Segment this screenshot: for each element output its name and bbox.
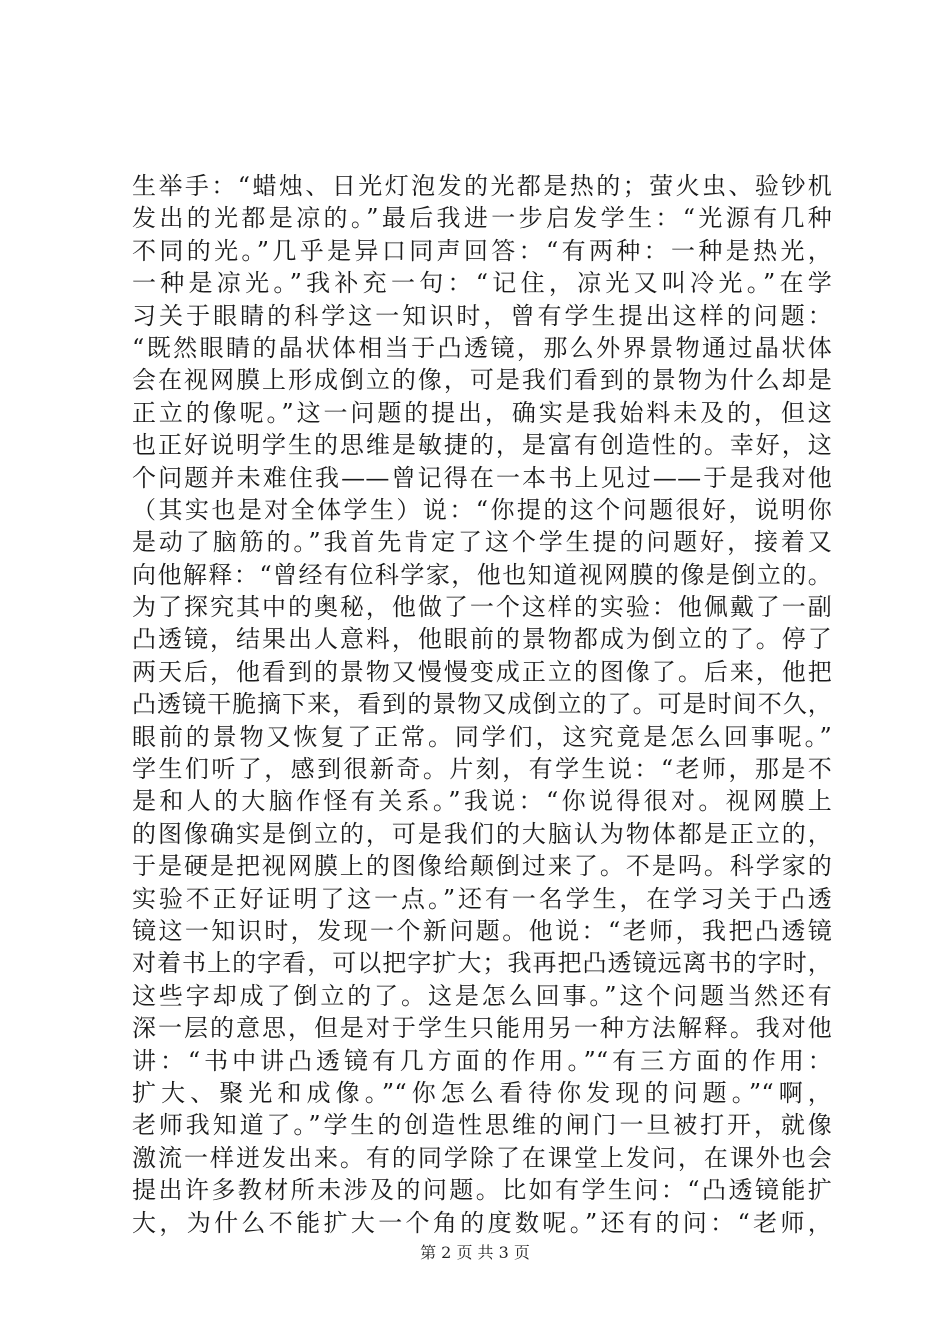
- text-line: 生举手：“蜡烛、日光灯泡发的光都是热的；萤火虫、验钞机: [132, 172, 832, 200]
- text-line: 深一层的意思，但是对于学生只能用另一种方法解释。我对他: [132, 1014, 832, 1043]
- text-line: 为了探究其中的奥秘，他做了一个这样的实验：他佩戴了一副: [132, 593, 832, 622]
- page-footer: 第 2 页 共 3 页: [420, 1243, 530, 1262]
- text-line: 也正好说明学生的思维是敏捷的，是富有创造性的。幸好，这: [132, 431, 832, 460]
- text-line: 于是硬是把视网膜上的图像给颠倒过来了。不是吗。科学家的: [132, 852, 832, 881]
- text-line: 凸透镜干脆摘下来，看到的景物又成倒立的了。可是时间不久，: [132, 690, 832, 719]
- text-line: 个问题并未难住我——曾记得在一本书上见过——于是我对他: [132, 463, 832, 492]
- text-line: 正立的像呢。”这一问题的提出，确实是我始料未及的，但这: [132, 398, 832, 427]
- text-line: 老师我知道了。”学生的创造性思维的闸门一旦被打开，就像: [132, 1111, 832, 1140]
- text-line: （其实也是对全体学生）说：“你提的这个问题很好，说明你: [132, 495, 832, 524]
- text-line: 两天后，他看到的景物又慢慢变成正立的图像了。后来，他把: [132, 657, 832, 686]
- body-text: [132, 170, 832, 1239]
- text-line: 的图像确实是倒立的，可是我们的大脑认为物体都是正立的，: [132, 819, 832, 848]
- text-line: “既然眼睛的晶状体相当于凸透镜，那么外界景物通过晶状体: [132, 333, 832, 362]
- text-line: 扩大、聚光和成像。”“你怎么看待你发现的问题。”“啊，: [132, 1078, 832, 1107]
- text-line: 讲：“书中讲凸透镜有几方面的作用。”“有三方面的作用：: [132, 1046, 832, 1075]
- text-line: 向他解释：“曾经有位科学家，他也知道视网膜的像是倒立的。: [132, 560, 832, 589]
- text-line: 习关于眼睛的科学这一知识时，曾有学生提出这样的问题：: [132, 301, 832, 330]
- text-line: 对着书上的字看，可以把字扩大；我再把凸透镜远离书的字时，: [132, 949, 832, 978]
- text-line: 激流一样迸发出来。有的同学除了在课堂上发问，在课外也会: [132, 1143, 832, 1172]
- text-line: 发出的光都是凉的。”最后我进一步启发学生：“光源有几种: [132, 204, 832, 233]
- text-line: 提出许多教材所未涉及的问题。比如有学生问：“凸透镜能扩: [132, 1176, 832, 1205]
- text-line: 会在视网膜上形成倒立的像，可是我们看到的景物为什么却是: [132, 366, 832, 395]
- text-line: 实验不正好证明了这一点。”还有一名学生，在学习关于凸透: [132, 884, 832, 913]
- text-line: 眼前的景物又恢复了正常。同学们，这究竟是怎么回事呢。”: [132, 722, 832, 751]
- text-line: 这些字却成了倒立的了。这是怎么回事。”这个问题当然还有: [132, 981, 832, 1010]
- text-line: 不同的光。”几乎是异口同声回答：“有两种：一种是热光，: [132, 236, 832, 265]
- text-line: 学生们听了，感到很新奇。片刻，有学生说：“老师，那是不: [132, 755, 832, 784]
- text-line: 大，为什么不能扩大一个角的度数呢。”还有的问：“老师，: [132, 1208, 832, 1237]
- text-line: 一种是凉光。”我补充一句：“记住，凉光又叫冷光。”在学: [132, 269, 832, 298]
- text-line: 是和人的大脑作怪有关系。”我说：“你说得很对。视网膜上: [132, 787, 832, 816]
- text-line: 镜这一知识时，发现一个新问题。他说：“老师，我把凸透镜: [132, 916, 832, 945]
- text-line: 凸透镜，结果出人意料，他眼前的景物都成为倒立的了。停了: [132, 625, 832, 654]
- text-line: 是动了脑筋的。”我首先肯定了这个学生提的问题好，接着又: [132, 528, 832, 557]
